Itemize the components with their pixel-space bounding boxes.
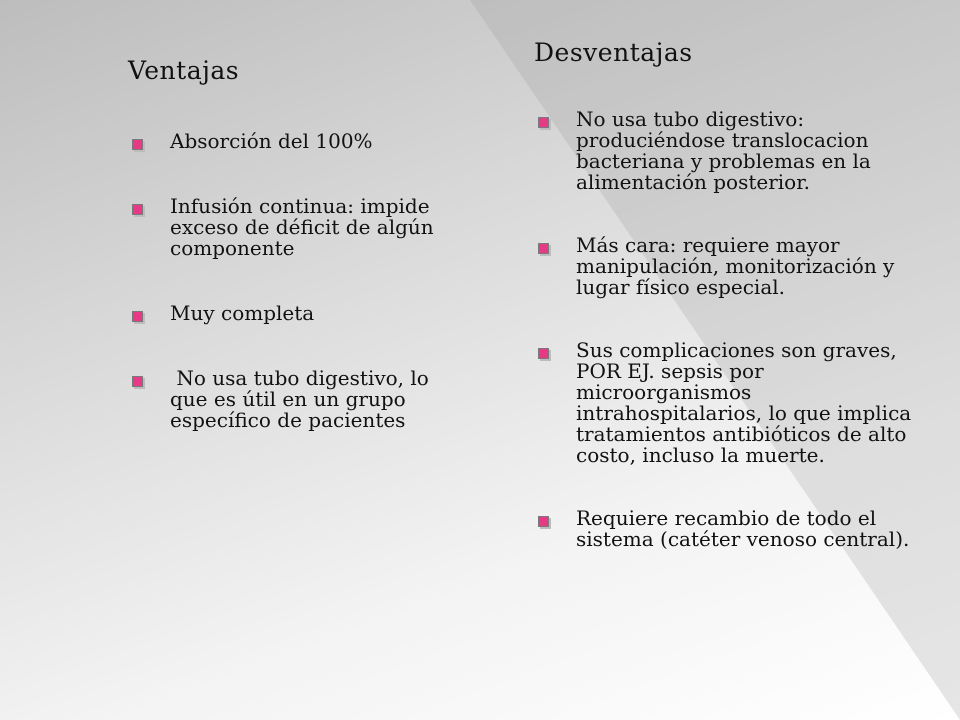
list-item: [128, 368, 468, 431]
square-bullet-icon: [538, 117, 549, 128]
list-item: [128, 196, 468, 259]
square-bullet-icon: [538, 348, 549, 359]
square-bullet-icon: [132, 376, 143, 387]
square-bullet-icon: [132, 204, 143, 215]
list-item-text: No usa tubo digestivo: produciéndose translocacion bacteriana y problemas en la alimentación posterior.: [576, 107, 871, 194]
list-item-text: Sus complicaciones son graves, POR EJ. sepsis por microorganismos intrahospitalarios, lo que implica tratamientos antibióticos de alto costo, incluso la muerte.: [576, 338, 912, 467]
list-item: [128, 303, 468, 324]
square-bullet-icon: [132, 139, 143, 150]
list-item: [128, 131, 468, 152]
list-item: [534, 235, 934, 298]
list-item: [534, 508, 934, 550]
advantages-list: [128, 131, 468, 431]
square-bullet-icon: [538, 516, 549, 527]
square-bullet-icon: [132, 311, 143, 322]
list-item-text: No usa tubo digestivo, lo que es útil en un grupo específico de pacientes: [170, 366, 436, 432]
list-item-text: Infusión continua: impide exceso de déficit de algún componente: [170, 194, 434, 260]
disadvantages-heading: Desventajas: [534, 38, 693, 67]
list-item-text: Absorción del 100%: [170, 129, 373, 153]
advantages-column: [128, 56, 468, 475]
list-item: [534, 109, 934, 193]
square-bullet-icon: [538, 243, 549, 254]
list-item-text: Más cara: requiere mayor manipulación, monitorización y lugar físico especial.: [576, 233, 895, 299]
disadvantages-list: [534, 109, 934, 550]
list-item-text: Muy completa: [170, 301, 315, 325]
disadvantages-column: [534, 38, 934, 592]
advantages-heading: Ventajas: [128, 56, 240, 85]
list-item: [534, 340, 934, 466]
list-item-text: Requiere recambio de todo el sistema (catéter venoso central).: [576, 506, 910, 551]
